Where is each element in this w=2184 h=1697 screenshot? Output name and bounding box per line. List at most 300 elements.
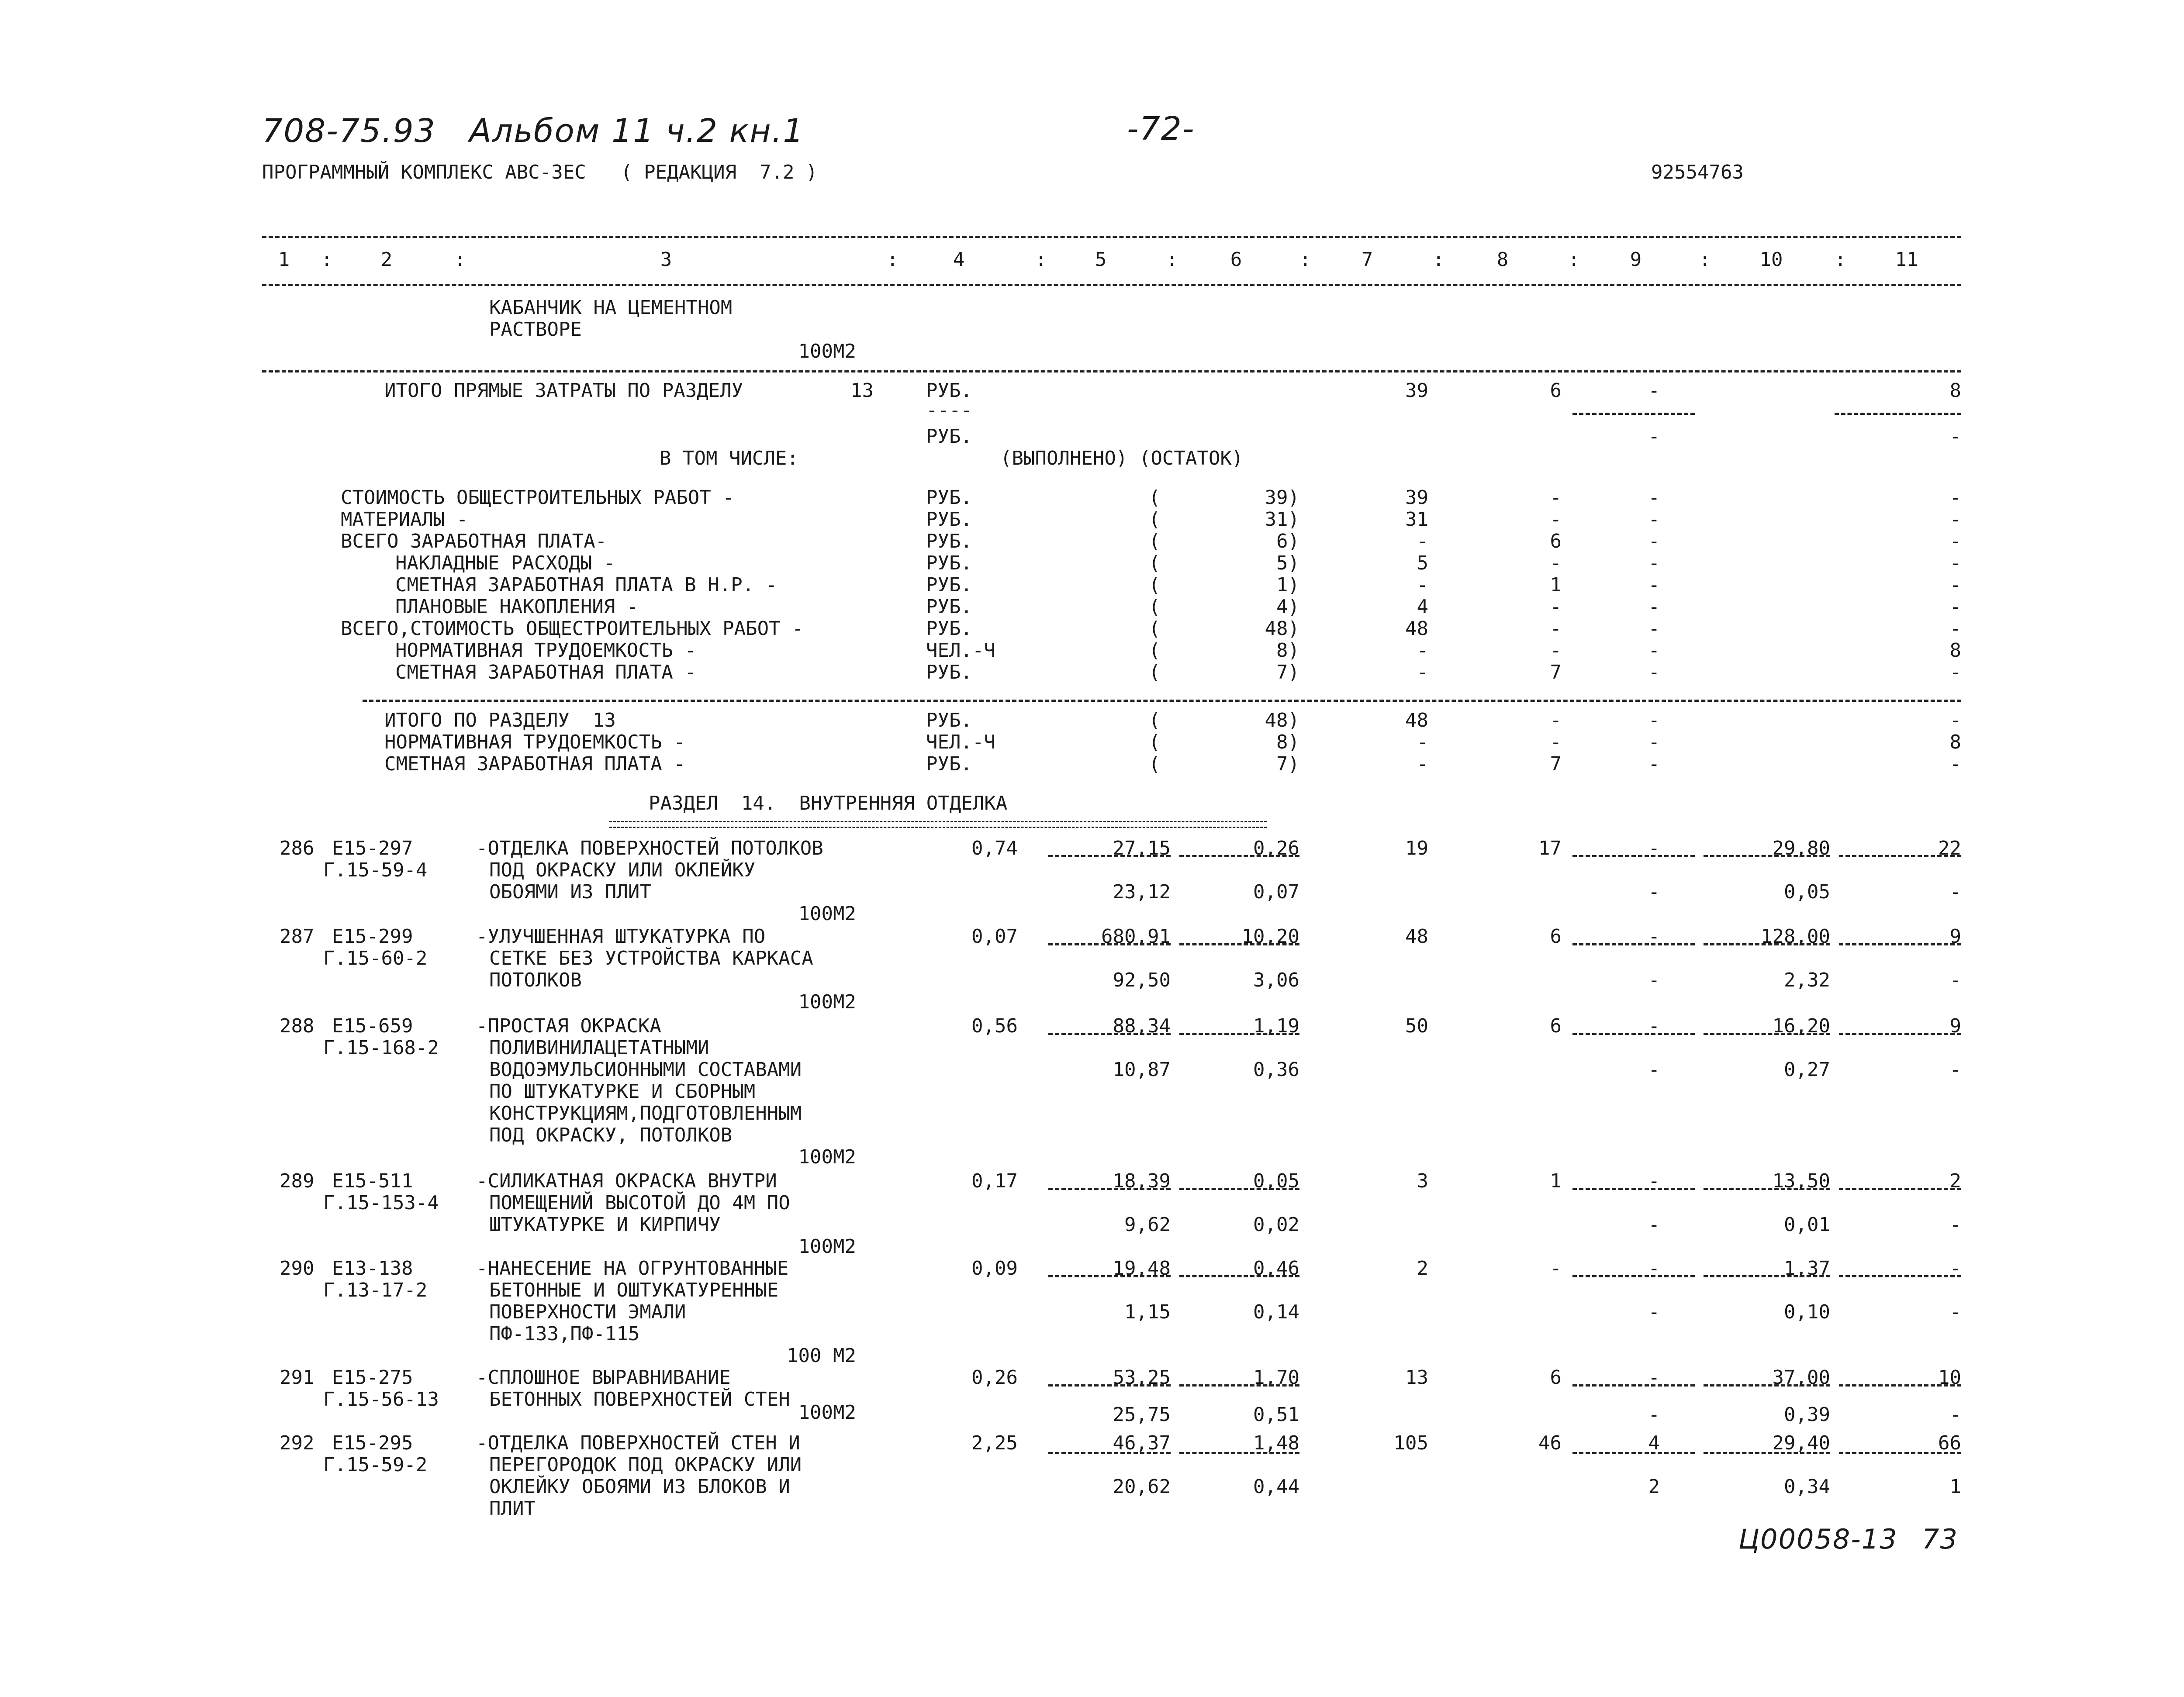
breakdown-paren-value: 39) (1265, 486, 1299, 509)
breakdown-col9: - (1648, 530, 1660, 552)
item-col9: - (1648, 1366, 1660, 1389)
section-total-col11: - (1949, 709, 1961, 731)
breakdown-unit: РУБ. (926, 617, 972, 640)
breakdown-col8: - (1550, 552, 1562, 574)
breakdown-col8: 6 (1550, 530, 1562, 552)
section13-subrule-a (1572, 413, 1695, 415)
page-number: -72- (1127, 110, 1195, 148)
item-code: Е15-275 (332, 1366, 413, 1389)
breakdown-unit: РУБ. (926, 596, 972, 618)
section13-itogo-col9: - (1648, 379, 1660, 402)
item-wage-unit: 1,19 (1253, 1015, 1299, 1037)
breakdown-paren: ( (1149, 530, 1161, 552)
item-machines-wage: 0,14 (1253, 1301, 1299, 1323)
breakdown-paren: ( (1149, 552, 1161, 574)
breakdown-col7: 39 (1405, 486, 1428, 509)
item-unit: 100М2 (798, 1235, 856, 1258)
item-total-wage: 1 (1550, 1170, 1562, 1192)
item-subrule-c6 (1179, 943, 1299, 945)
item-col9: - (1648, 1170, 1660, 1192)
item-description-line: ПФ-133,ПФ-115 (489, 1323, 640, 1345)
item-subrule-c9 (1572, 1384, 1695, 1387)
item-description-line: -СПЛОШНОЕ ВЫРАВНИВАНИЕ (476, 1366, 731, 1389)
item-total-cost: 13 (1405, 1366, 1428, 1389)
breakdown-col7: - (1417, 661, 1428, 683)
section13-number: 13 (850, 379, 874, 402)
item-quantity: 0,26 (971, 1366, 1018, 1389)
item-total-wage: 6 (1550, 925, 1562, 948)
item-materials-price: 20,62 (1113, 1476, 1171, 1498)
section-total-paren-value: 48) (1265, 709, 1299, 731)
item-labor-total: 22 (1938, 837, 1961, 859)
breakdown-col7: - (1417, 530, 1428, 552)
breakdown-unit: РУБ. (926, 574, 972, 596)
item-unit-price: 53,25 (1113, 1366, 1171, 1389)
item-description-line: ПО ШТУКАТУРКЕ И СБОРНЫМ (489, 1080, 756, 1103)
item-wage-unit: 10,20 (1241, 925, 1299, 948)
column-header-6: 6 (1230, 248, 1242, 271)
item-subrule-c5 (1048, 1188, 1171, 1190)
item-description-line: БЕТОННЫЕ И ОШТУКАТУРЕННЫЕ (489, 1279, 779, 1301)
item-number: 289 (280, 1170, 314, 1192)
item-subrule-c11 (1839, 1452, 1961, 1454)
breakdown-col11: - (1949, 552, 1961, 574)
breakdown-col9: - (1648, 486, 1660, 509)
item-subrule-c9 (1572, 855, 1695, 857)
item-unit-price: 18,39 (1113, 1170, 1171, 1192)
breakdown-label: НАКЛАДНЫЕ РАСХОДЫ - (395, 552, 615, 574)
item-description-line: ПОМЕЩЕНИЙ ВЫСОТОЙ ДО 4М ПО (489, 1192, 790, 1214)
item-description-line: -ПРОСТАЯ ОКРАСКА (476, 1015, 661, 1037)
item-col9: - (1648, 1257, 1660, 1280)
item-labor-norm: 13,50 (1772, 1170, 1830, 1192)
breakdown-unit: РУБ. (926, 552, 972, 574)
item-number: 287 (280, 925, 314, 948)
item-col9: - (1648, 925, 1660, 948)
item-labor-machines-total: 1 (1949, 1476, 1961, 1498)
breakdown-paren: ( (1149, 596, 1161, 618)
breakdown-col11: - (1949, 508, 1961, 531)
breakdown-col11: - (1949, 617, 1961, 640)
item-norm-ref: Г.13-17-2 (323, 1279, 428, 1301)
section13-itogo-col11: 8 (1949, 379, 1961, 402)
item-col9-lower: - (1648, 1214, 1660, 1236)
breakdown-col9: - (1648, 574, 1660, 596)
item-materials-price: 9,62 (1124, 1214, 1171, 1236)
item-description-line: ПОТОЛКОВ (489, 969, 582, 991)
item-labor-norm: 37,00 (1772, 1366, 1830, 1389)
item-col9-lower: - (1648, 881, 1660, 903)
item-wage-unit: 0,46 (1253, 1257, 1299, 1280)
breakdown-col7: 5 (1417, 552, 1428, 574)
breakdown-col11: - (1949, 530, 1961, 552)
column-header-8: 8 (1496, 248, 1509, 271)
breakdown-col8: - (1550, 639, 1562, 662)
section-total-col8: 7 (1550, 753, 1562, 775)
item-total-cost: 19 (1405, 837, 1428, 859)
document-code: 92554763 (1651, 161, 1744, 183)
section14-title-underline (609, 821, 1267, 828)
item-quantity: 0,17 (971, 1170, 1018, 1192)
column-header-11: 11 (1895, 248, 1918, 271)
item-labor-total: 9 (1949, 925, 1961, 948)
breakdown-label: СМЕТНАЯ ЗАРАБОТНАЯ ПЛАТА - (395, 661, 696, 683)
item-labor-machines: 0,39 (1784, 1404, 1830, 1426)
column-header-3: 3 (660, 248, 672, 271)
item-materials-price: 23,12 (1113, 881, 1171, 903)
section13-unit-short: ---- (926, 399, 972, 421)
item-machines-wage: 3,06 (1253, 969, 1299, 991)
item-subrule-c9 (1572, 1452, 1695, 1454)
item-subrule-c11 (1839, 1033, 1961, 1035)
section-total-unit: РУБ. (926, 753, 972, 775)
item-subrule-c9 (1572, 943, 1695, 945)
breakdown-col7: 48 (1405, 617, 1428, 640)
column-header-5: 5 (1095, 248, 1107, 271)
breakdown-unit: ЧЕЛ.-Ч (926, 639, 995, 662)
item-subrule-c10 (1704, 1452, 1830, 1454)
item-code: Е15-295 (332, 1432, 413, 1454)
breakdown-col11: - (1949, 596, 1961, 618)
carryover-desc-line-1: КАБАНЧИК НА ЦЕМЕНТНОМ (489, 297, 733, 319)
item-materials-price: 1,15 (1124, 1301, 1171, 1323)
section-total-unit: РУБ. (926, 709, 972, 731)
breakdown-paren: ( (1149, 486, 1161, 509)
breakdown-col11: - (1949, 574, 1961, 596)
column-separator: : (1035, 248, 1047, 271)
item-number: 288 (280, 1015, 314, 1037)
item-labor-machines: 0,34 (1784, 1476, 1830, 1498)
breakdown-paren-value: 48) (1265, 617, 1299, 640)
item-subrule-c5 (1048, 1452, 1171, 1454)
item-norm-ref: Г.15-56-13 (323, 1388, 439, 1411)
item-unit: 100М2 (798, 1146, 856, 1168)
section-total-col9: - (1648, 709, 1660, 731)
section13-totals-rule (363, 700, 1961, 702)
section-total-col11: 8 (1949, 731, 1961, 753)
item-labor-total: 66 (1938, 1432, 1961, 1454)
column-separator: : (321, 248, 333, 271)
breakdown-unit: РУБ. (926, 508, 972, 531)
section-total-col7: 48 (1405, 709, 1428, 731)
item-subrule-c10 (1704, 943, 1830, 945)
item-description-line: ВОДОЭМУЛЬСИОННЫМИ СОСТАВАМИ (489, 1059, 802, 1081)
column-separator: : (1299, 248, 1311, 271)
item-labor-total: 9 (1949, 1015, 1961, 1037)
item-number: 290 (280, 1257, 314, 1280)
header-bottom-rule (262, 284, 1961, 286)
program-line: ПРОГРАММНЫЙ КОМПЛЕКС АВС-3ЕС ( РЕДАКЦИЯ 7.2 ) (262, 161, 818, 183)
item-wage-unit: 1,48 (1253, 1432, 1299, 1454)
carryover-unit: 100М2 (798, 340, 856, 362)
item-total-cost: 2 (1417, 1257, 1428, 1280)
item-code: Е15-297 (332, 837, 413, 859)
item-subrule-c6 (1179, 1452, 1299, 1454)
item-description-line: КОНСТРУКЦИЯМ,ПОДГОТОВЛЕННЫМ (489, 1102, 802, 1124)
item-subrule-c5 (1048, 855, 1171, 857)
item-total-wage: 46 (1538, 1432, 1562, 1454)
item-unit-price: 27,15 (1113, 837, 1171, 859)
section14-title: РАЗДЕЛ 14. ВНУТРЕННЯЯ ОТДЕЛКА (649, 792, 1008, 814)
item-number: 286 (280, 837, 314, 859)
carryover-desc-line-2: РАСТВОРЕ (489, 318, 582, 341)
item-norm-ref: Г.15-59-4 (323, 859, 428, 881)
section13-rub2-col11: - (1949, 425, 1961, 448)
breakdown-label: НОРМАТИВНАЯ ТРУДОЕМКОСТЬ - (395, 639, 696, 662)
breakdown-col9: - (1648, 596, 1660, 618)
item-code: Е15-511 (332, 1170, 413, 1192)
item-subrule-c10 (1704, 1384, 1830, 1387)
item-labor-norm: 29,80 (1772, 837, 1830, 859)
item-machines-wage: 0,44 (1253, 1476, 1299, 1498)
section13-itogo-label: ИТОГО ПРЯМЫЕ ЗАТРАТЫ ПО РАЗДЕЛУ (384, 379, 743, 402)
item-subrule-c6 (1179, 855, 1299, 857)
breakdown-col9: - (1648, 508, 1660, 531)
item-subrule-c5 (1048, 943, 1171, 945)
breakdown-col7: - (1417, 639, 1428, 662)
item-machines-wage: 0,07 (1253, 881, 1299, 903)
item-total-wage: 6 (1550, 1015, 1562, 1037)
section-total-paren-value: 7) (1276, 753, 1299, 775)
item-total-wage: 6 (1550, 1366, 1562, 1389)
item-description-line: ПЛИТ (489, 1497, 536, 1520)
item-description-line: -НАНЕСЕНИЕ НА ОГРУНТОВАННЫЕ (476, 1257, 789, 1280)
item-labor-machines-total: - (1949, 1404, 1961, 1426)
section-total-label: СМЕТНАЯ ЗАРАБОТНАЯ ПЛАТА - (384, 753, 685, 775)
item-labor-total: 2 (1949, 1170, 1961, 1192)
breakdown-col9: - (1648, 661, 1660, 683)
section-total-paren: ( (1149, 709, 1161, 731)
column-separator: : (454, 248, 466, 271)
breakdown-col11: 8 (1949, 639, 1961, 662)
breakdown-col8: - (1550, 508, 1562, 531)
handwritten-inventory-number: Ц00058-13 (1738, 1523, 1898, 1555)
breakdown-col9: - (1648, 552, 1660, 574)
handwritten-album-title: 708-75.93 Альбом 11 ч.2 кн.1 (262, 112, 805, 150)
item-total-wage: - (1550, 1257, 1562, 1280)
column-separator: : (887, 248, 898, 271)
section-total-label: ИТОГО ПО РАЗДЕЛУ 13 (384, 709, 616, 731)
breakdown-paren: ( (1149, 639, 1161, 662)
item-machines-wage: 0,51 (1253, 1404, 1299, 1426)
section13-rub2: РУБ. (926, 425, 972, 448)
item-subrule-c5 (1048, 1275, 1171, 1277)
breakdown-label: ВСЕГО ЗАРАБОТНАЯ ПЛАТА- (341, 530, 607, 552)
item-description-line: ПОЛИВИНИЛАЦЕТАТНЫМИ (489, 1037, 709, 1059)
breakdown-unit: РУБ. (926, 530, 972, 552)
breakdown-col11: - (1949, 486, 1961, 509)
item-labor-machines: 0,01 (1784, 1214, 1830, 1236)
breakdown-label: СМЕТНАЯ ЗАРАБОТНАЯ ПЛАТА В Н.Р. - (395, 574, 778, 596)
breakdown-col8: 1 (1550, 574, 1562, 596)
breakdown-label: МАТЕРИАЛЫ - (341, 508, 468, 531)
breakdown-paren-value: 31) (1265, 508, 1299, 531)
section-total-col9: - (1648, 731, 1660, 753)
section13-itogo-col7: 39 (1405, 379, 1428, 402)
section-total-col11: - (1949, 753, 1961, 775)
vypolneno-ostatok-label: (ВЫПОЛНЕНО) (ОСТАТОК) (1000, 447, 1244, 469)
breakdown-col7: 31 (1405, 508, 1428, 531)
item-labor-norm: 16,20 (1772, 1015, 1830, 1037)
item-subrule-c6 (1179, 1033, 1299, 1035)
item-description-line: ПОД ОКРАСКУ, ПОТОЛКОВ (489, 1124, 733, 1146)
breakdown-paren-value: 1) (1276, 574, 1299, 596)
item-number: 291 (280, 1366, 314, 1389)
section-total-col8: - (1550, 709, 1562, 731)
column-header-2: 2 (380, 248, 393, 271)
item-materials-price: 92,50 (1113, 969, 1171, 991)
section-total-paren: ( (1149, 753, 1161, 775)
item-description-line: ПЕРЕГОРОДОК ПОД ОКРАСКУ ИЛИ (489, 1454, 802, 1476)
item-col9: - (1648, 1015, 1660, 1037)
breakdown-unit: РУБ. (926, 486, 972, 509)
item-subrule-c9 (1572, 1188, 1695, 1190)
item-labor-machines-total: - (1949, 969, 1961, 991)
breakdown-unit: РУБ. (926, 661, 972, 683)
breakdown-col8: - (1550, 486, 1562, 509)
item-materials-price: 25,75 (1113, 1404, 1171, 1426)
column-header-1: 1 (278, 248, 290, 271)
item-subrule-c11 (1839, 855, 1961, 857)
item-quantity: 2,25 (971, 1432, 1018, 1454)
item-col9-lower: - (1648, 1301, 1660, 1323)
item-col9: - (1648, 837, 1660, 859)
item-unit: 100 М2 (787, 1345, 856, 1367)
item-description-line: СЕТКЕ БЕЗ УСТРОЙСТВА КАРКАСА (489, 947, 813, 969)
item-subrule-c11 (1839, 1275, 1961, 1277)
item-total-wage: 17 (1538, 837, 1562, 859)
item-total-cost: 105 (1393, 1432, 1428, 1454)
item-subrule-c9 (1572, 1275, 1695, 1277)
item-labor-machines-total: - (1949, 1214, 1961, 1236)
breakdown-col8: 7 (1550, 661, 1562, 683)
item-description-line: -ОТДЕЛКА ПОВЕРХНОСТЕЙ СТЕН И (476, 1432, 800, 1454)
item-code: Е15-659 (332, 1015, 413, 1037)
item-quantity: 0,74 (971, 837, 1018, 859)
breakdown-label: ПЛАНОВЫЕ НАКОПЛЕНИЯ - (395, 596, 639, 618)
section13-rub2-col9: - (1648, 425, 1660, 448)
item-description-line: ШТУКАТУРКЕ И КИРПИЧУ (489, 1214, 721, 1236)
section-total-col7: - (1417, 731, 1428, 753)
item-labor-machines-total: - (1949, 1301, 1961, 1323)
breakdown-label: ВСЕГО,СТОИМОСТЬ ОБЩЕСТРОИТЕЛЬНЫХ РАБОТ - (341, 617, 804, 640)
column-separator: : (1835, 248, 1846, 271)
item-description-line: -СИЛИКАТНАЯ ОКРАСКА ВНУТРИ (476, 1170, 777, 1192)
item-subrule-c10 (1704, 1275, 1830, 1277)
item-labor-machines: 0,27 (1784, 1059, 1830, 1081)
item-norm-ref: Г.15-59-2 (323, 1454, 428, 1476)
item-wage-unit: 1,70 (1253, 1366, 1299, 1389)
section13-top-rule (262, 370, 1961, 373)
item-subrule-c11 (1839, 943, 1961, 945)
breakdown-col7: - (1417, 574, 1428, 596)
item-labor-total: 10 (1938, 1366, 1961, 1389)
item-total-cost: 50 (1405, 1015, 1428, 1037)
breakdown-paren-value: 5) (1276, 552, 1299, 574)
item-total-cost: 48 (1405, 925, 1428, 948)
item-labor-machines-total: - (1949, 1059, 1961, 1081)
breakdown-col8: - (1550, 596, 1562, 618)
item-unit-price: 46,37 (1113, 1432, 1171, 1454)
section13-itogo-col8: 6 (1550, 379, 1562, 402)
item-wage-unit: 0,05 (1253, 1170, 1299, 1192)
item-description-line: БЕТОННЫХ ПОВЕРХНОСТЕЙ СТЕН (489, 1388, 790, 1411)
item-subrule-c10 (1704, 1188, 1830, 1190)
item-col9-lower: - (1648, 1059, 1660, 1081)
column-separator: : (1433, 248, 1444, 271)
item-description-line: ПОВЕРХНОСТИ ЭМАЛИ (489, 1301, 686, 1323)
section13-itogo-unit: РУБ. (926, 379, 972, 402)
item-code: Е15-299 (332, 925, 413, 948)
breakdown-paren-value: 8) (1276, 639, 1299, 662)
item-norm-ref: Г.15-168-2 (323, 1037, 439, 1059)
breakdown-label: СТОИМОСТЬ ОБЩЕСТРОИТЕЛЬНЫХ РАБОТ - (341, 486, 734, 509)
section-total-paren-value: 8) (1276, 731, 1299, 753)
handwritten-sheet-number: 73 (1922, 1523, 1958, 1555)
item-norm-ref: Г.15-60-2 (323, 947, 428, 969)
column-separator: : (1568, 248, 1580, 271)
item-description-line: ОКЛЕЙКУ ОБОЯМИ ИЗ БЛОКОВ И (489, 1476, 790, 1498)
column-header-9: 9 (1630, 248, 1642, 271)
item-labor-machines: 2,32 (1784, 969, 1830, 991)
breakdown-col9: - (1648, 639, 1660, 662)
section-total-col7: - (1417, 753, 1428, 775)
breakdown-paren: ( (1149, 574, 1161, 596)
item-norm-ref: Г.15-153-4 (323, 1192, 439, 1214)
section-total-paren: ( (1149, 731, 1161, 753)
item-col9-lower: 2 (1648, 1476, 1660, 1498)
section-total-col8: - (1550, 731, 1562, 753)
item-quantity: 0,56 (971, 1015, 1018, 1037)
item-unit: 100М2 (798, 903, 856, 925)
item-machines-wage: 0,36 (1253, 1059, 1299, 1081)
item-quantity: 0,09 (971, 1257, 1018, 1280)
section-total-unit: ЧЕЛ.-Ч (926, 731, 995, 753)
item-wage-unit: 0,26 (1253, 837, 1299, 859)
item-labor-total: - (1949, 1257, 1961, 1280)
breakdown-col7: 4 (1417, 596, 1428, 618)
section-total-col9: - (1648, 753, 1660, 775)
item-number: 292 (280, 1432, 314, 1454)
item-unit-price: 88,34 (1113, 1015, 1171, 1037)
item-labor-machines: 0,10 (1784, 1301, 1830, 1323)
breakdown-paren: ( (1149, 508, 1161, 531)
item-unit-price: 680,91 (1101, 925, 1171, 948)
column-header-10: 10 (1759, 248, 1783, 271)
column-header-4: 4 (953, 248, 965, 271)
breakdown-paren-value: 4) (1276, 596, 1299, 618)
breakdown-paren-value: 6) (1276, 530, 1299, 552)
item-labor-machines: 0,05 (1784, 881, 1830, 903)
item-col9-lower: - (1648, 1404, 1660, 1426)
item-subrule-c5 (1048, 1033, 1171, 1035)
item-description-line: -ОТДЕЛКА ПОВЕРХНОСТЕЙ ПОТОЛКОВ (476, 837, 823, 859)
table-top-rule (262, 236, 1961, 238)
breakdown-col11: - (1949, 661, 1961, 683)
item-quantity: 0,07 (971, 925, 1018, 948)
item-total-cost: 3 (1417, 1170, 1428, 1192)
item-machines-wage: 0,02 (1253, 1214, 1299, 1236)
item-subrule-c5 (1048, 1384, 1171, 1387)
section-total-label: НОРМАТИВНАЯ ТРУДОЕМКОСТЬ - (384, 731, 685, 753)
breakdown-col9: - (1648, 617, 1660, 640)
item-labor-norm: 29,40 (1772, 1432, 1830, 1454)
item-subrule-c6 (1179, 1384, 1299, 1387)
item-subrule-c11 (1839, 1188, 1961, 1190)
item-col9-lower: - (1648, 969, 1660, 991)
section13-subrule-b (1835, 413, 1961, 415)
column-separator: : (1166, 248, 1178, 271)
